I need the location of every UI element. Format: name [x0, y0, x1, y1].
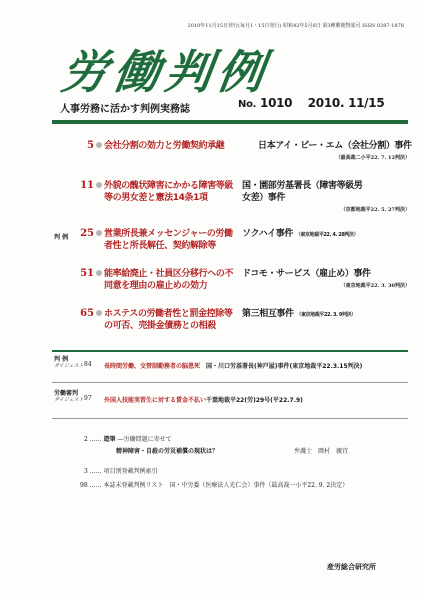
divider: [52, 382, 408, 383]
contents-desc: ―労働問題に寄せて: [117, 436, 172, 443]
digest-label: [54, 356, 84, 370]
bullet-icon: [96, 270, 102, 276]
case-title: ホステスの労働者性と罰金控除等の可否、売掛金債務との相殺: [104, 309, 233, 331]
digest-label: [54, 390, 84, 404]
case-party: [242, 228, 412, 241]
digest-row: [54, 356, 410, 376]
section-label-hanrei: 判 例: [54, 234, 69, 241]
journal-subtitle: 人事労務に活かす判例実務誌: [60, 104, 190, 115]
case-page: 65: [80, 308, 94, 319]
case-party: ドコモ・サービス（雇止め）事件: [242, 269, 371, 279]
case-party: [242, 308, 412, 321]
contents-desc: 精神障害・自殺の労災補償の現状は？: [116, 448, 219, 455]
contents-page: 3 ……: [84, 468, 102, 475]
issue-info: [238, 96, 384, 110]
contents-item: [84, 434, 172, 443]
digest-sublabel: ダイジェスト: [54, 363, 84, 369]
digest-label-text: 判 例: [54, 356, 69, 363]
divider: [52, 418, 408, 419]
contents-page: 2 ……: [84, 436, 102, 443]
case-party-name: 第三相互事件: [242, 309, 294, 319]
digest-title: 外国人技能実習生に対する賃金不払い: [104, 397, 207, 404]
bullet-icon: [96, 182, 102, 188]
digest-page: 84: [84, 361, 92, 368]
digest-sublabel: ダイジェスト: [54, 397, 84, 403]
case-entry: [80, 140, 410, 164]
contents-item: [84, 466, 158, 475]
digest-title: 長時間労働、交替制勤務者の脳患死: [104, 363, 201, 370]
case-page: 5: [87, 140, 94, 151]
case-entry: [80, 268, 410, 300]
bullet-icon: [96, 230, 102, 236]
case-court: （東京地裁平22. 4. 28判決）: [295, 232, 359, 238]
case-party: 国・園部労基署長（障害等級男女差）事件: [242, 181, 363, 203]
issue-date: 2010. 11/15: [307, 96, 385, 110]
case-page: 51: [80, 268, 94, 279]
bullet-icon: [96, 142, 102, 148]
digest-party: 国・川口労基署長(神戸屋)事件(東京地裁平22.3.15判決): [206, 363, 363, 370]
case-entry: [80, 228, 410, 260]
case-party: 日本アイ・ビー・エム（会社分割）事件: [258, 141, 412, 151]
case-title: 会社分割の効力と労働契約承継: [104, 141, 225, 151]
contents-desc: 項目別登載判例索引: [103, 468, 158, 475]
header-rule: [52, 120, 408, 124]
contents-title: 遊筆: [103, 436, 116, 443]
section-rule: [52, 350, 408, 352]
digest-label-text: 労働審判: [54, 390, 79, 397]
issue-no-label: No.: [238, 99, 257, 110]
bullet-icon: [96, 310, 102, 316]
journal-title: 労働判例: [57, 45, 274, 99]
contents-item: [80, 480, 348, 489]
contents-page: 98 ……: [80, 482, 102, 489]
contents-desc: 本誌未登載判例リスト 国・中労委（医療法人光仁会）事件（最高裁一小平22. 9. 2決定）: [103, 482, 349, 489]
case-court: （京都地裁平22. 5. 27判決）: [340, 207, 410, 213]
case-page: 11: [80, 180, 94, 191]
contents-author: 弁護士 岡村 親宜: [294, 448, 349, 455]
publication-info: 2010年11月15日発行(毎月1・15日発行) 昭和42年5月6日 第3種郵便物認可 ISSN 0387-1878: [187, 23, 404, 29]
case-entry: [80, 180, 410, 220]
case-title: 能率給廃止・社員区分移行への不同意を理由の雇止めの効力: [104, 269, 234, 291]
digest-row: [54, 390, 410, 410]
case-entry: [80, 308, 410, 340]
issue-number: 1010: [260, 96, 293, 110]
case-court: （東京地裁平22. 3. 30判決）: [340, 283, 410, 289]
digest-party: 千葉地裁平22(労)29号(平22.7.9): [206, 397, 303, 404]
case-party-name: ソクハイ事件: [242, 229, 293, 239]
case-court: （最高裁二小平22. 7. 12判決）: [335, 155, 410, 161]
case-title: 営業所長兼メッセンジャーの労働者性と所長解任、契約解除等: [104, 229, 233, 251]
case-title: 外貌の醜状障害にかかる障害等級等の男女差と憲法14条1項: [104, 181, 234, 203]
publisher-name: 産労総合研究所: [327, 562, 376, 571]
case-page: 25: [80, 228, 94, 239]
digest-page: 97: [84, 395, 92, 402]
case-court: （東京地裁平22. 3. 9判決）: [296, 312, 356, 318]
contents-item: [116, 446, 218, 455]
